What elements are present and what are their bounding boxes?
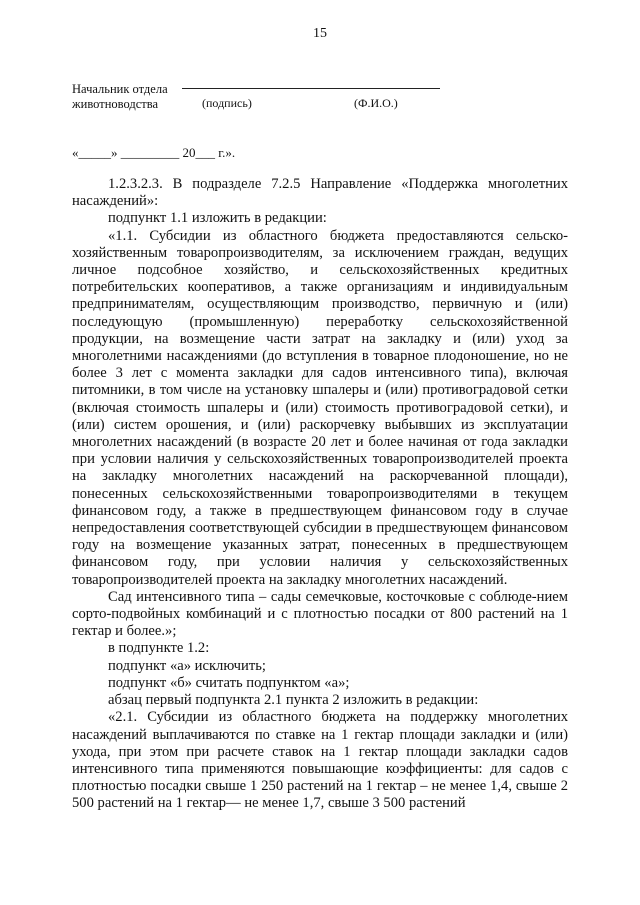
paragraph: 1.2.3.2.3. В подразделе 7.2.5 Направление «Поддержка многолетних насаждений»: xyxy=(72,176,568,210)
name-line xyxy=(304,88,440,89)
paragraph: абзац первый подпункта 2.1 пункта 2 изложить в редакции: xyxy=(108,692,479,709)
paragraph: подпункт «б» считать подпунктом «а»; xyxy=(108,674,350,691)
page-number: 15 xyxy=(313,26,327,41)
paragraph: подпункт «а» исключить; xyxy=(108,657,266,674)
name-caption: (Ф.И.О.) xyxy=(354,96,398,110)
signature-block xyxy=(72,82,592,132)
paragraph: подпункт 1.1 изложить в редакции: xyxy=(108,210,327,227)
paragraph: Сад интенсивного типа – сады семечковые, косточковые с соблюде-нием сорто-подвойных комбинаций и с плотностью посадки от 800 растений на 1 гектар и более.»; xyxy=(72,588,568,640)
signer-role: Начальник отдела животноводства xyxy=(72,82,168,111)
paragraph: «2.1. Субсидии из областного бюджета на поддержку многолетних насаждений выплачиваются по ставке на 1 гектар площади закладки и (или) ухода, при этом при расчете ставок на 1 гектар площади закладки садов интенсивного типа применяются повышающие коэффициенты: для садов с плотностью посадки свыше 1 250 растений на 1 гектар – не менее 1,4, свыше 2 500 растений на 1 гектар— не менее 1,7, свыше 3 500 растений xyxy=(72,709,568,812)
paragraph: «1.1. Субсидии из областного бюджета предоставляются сельско-хозяйственным товаропроизводителям, за исключением граждан, ведущих личное подсобное хозяйство, и сельскохозяйственных кредитных потребительских кооперативов, а также организациям и индивидуальным предпринимателям, осуществляющим производство, первичную и (или) последующую (промышленную) переработку сельскохозяйственной продукции, на возмещение части затрат на закладку и (или) уход за многолетними насаждениями (до вступления в товарное плодоношение, но не более 3 лет с момента закладки для садов интенсивного типа), включая питомники, в том числе на установку шпалеры и (или) противоградовой сетки (включая стоимость шпалеры и (или) стоимость противоградовой сетки), и (или) систем орошения, и (или) раскорчевку выбывших из эксплуатации многолетних насаждений (в возрасте 20 лет и более начиная от года закладки при условии наличия у сельскохозяйственных товаропроизводителей проекта на закладку многолетних насаждений на раскорчеванной площади), понесенных сельскохозяйственными товаропроизводителями в текущем финансовом году, а также в предшествующем финансовом году в случае непредоставления соответствующей субсидии в предшествующем финансовом году на возмещение указанных затрат, понесенных в предшествующем финансовом году, при условии наличия у сельскохозяйственных товаропроизводителей проекта на закладку многолетних насаждений. xyxy=(72,227,568,588)
document-body xyxy=(72,176,568,813)
paragraph: в подпункте 1.2: xyxy=(108,640,210,657)
date-line: «_____» _________ 20___ г.». xyxy=(72,145,236,160)
signature-caption: (подпись) xyxy=(202,96,252,110)
